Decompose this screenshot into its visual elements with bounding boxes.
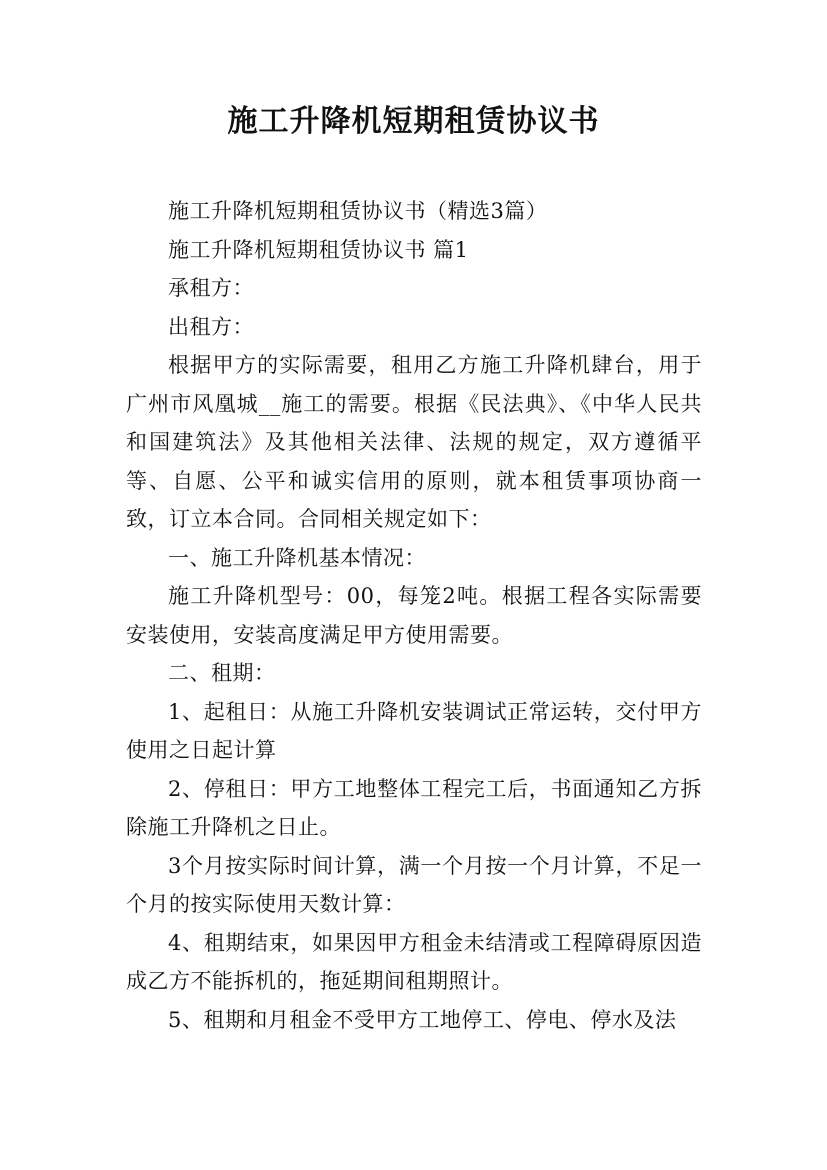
paragraph-clause-2-heading: 二、租期： xyxy=(168,661,276,685)
paragraph-term-end: 4、租期结束，如果因甲方租金未结清或工程障碍原因造成乙方不能拆机的，拖延期间租期照计。 xyxy=(126,930,702,993)
document-title: 施工升降机短期租赁协议书 xyxy=(227,104,600,139)
paragraph-lessee: 承租方： xyxy=(168,276,254,300)
paragraph-start-date: 1、起租日：从施工升降机安装调试正常运转，交付甲方使用之日起计算 xyxy=(126,699,702,762)
paragraph-model-info: 施工升降机型号：00，每笼2吨。根据工程各实际需要安装使用，安装高度满足甲方使用需要。 xyxy=(126,584,702,647)
paragraph-section-heading: 施工升降机短期租赁协议书 篇1 xyxy=(168,237,469,262)
paragraph-monthly-calc: 3个月按实际时间计算，满一个月按一个月计算，不足一个月的按实际使用天数计算： xyxy=(126,853,702,916)
paragraph-lessor: 出租方： xyxy=(168,314,254,339)
paragraph-rent-terms: 5、租期和月租金不受甲方工地停工、停电、停水及法 xyxy=(168,1007,677,1032)
document-body xyxy=(126,192,702,1039)
paragraph-preamble: 根据甲方的实际需要，租用乙方施工升降机肆台，用于广州市风凰城__施工的需要。根据《民法典》、《中华人民共和国建筑法》及其他相关法律、法规的规定，双方遵循平等、自愿、公平和诚实信用的原则，就本租赁事项协商一致，订立本合同。合同相关规定如下： xyxy=(126,353,702,531)
paragraph-clause-1-heading: 一、施工升降机基本情况： xyxy=(168,545,426,570)
paragraph-stop-date: 2、停租日：甲方工地整体工程完工后，书面通知乙方拆除施工升降机之日止。 xyxy=(126,776,702,839)
paragraph-subtitle: 施工升降机短期租赁协议书（精选3篇） xyxy=(168,199,548,223)
